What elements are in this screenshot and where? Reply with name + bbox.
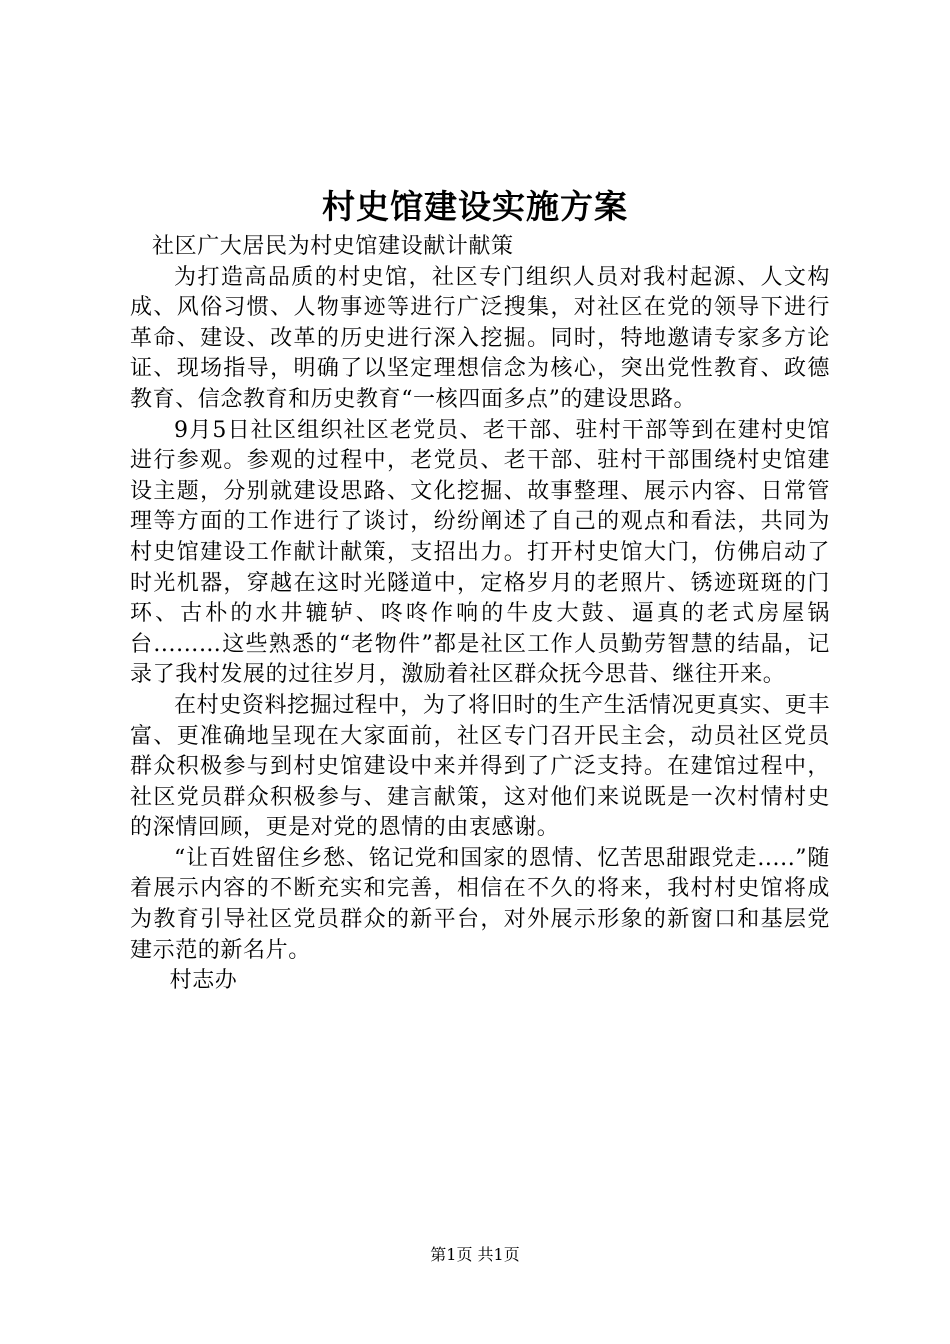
- paragraph-4: “让百姓留住乡愁、铭记党和国家的恩情、忆苦思甜跟党走.....”随着展示内容的不断充实和完善，相信在不久的将来，我村村史馆将成为教育引导社区党员群众的新平台，对外展示形象的新窗口和基层党建示范的新名片。: [130, 845, 830, 963]
- page-footer: 第1页 共1页: [430, 1245, 520, 1264]
- paragraph-2: 9月5日社区组织社区老党员、老干部、驻村干部等到在建村史馆进行参观。参观的过程中，老党员、老干部、驻村干部围绕村史馆建设主题，分别就建设思路、文化挖掘、故事整理、展示内容、日常管理等方面的工作进行了谈讨，纷纷阐述了自己的观点和看法，共同为村史馆建设工作献计献策，支招出力。打开村史馆大门，仿佛启动了时光机器，穿越在这时光隧道中，定格岁月的老照片、锈迹斑斑的门环、古朴的水井辘轳、咚咚作响的牛皮大鼓、逼真的老式房屋锅台......…这些熟悉的“老物件”都是社区工作人员勤劳智慧的结晶，记录了我村发展的过往岁月，激励着社区群众抚今思昔、继往开来。: [130, 417, 830, 688]
- document-signoff: 村志办: [169, 968, 238, 994]
- paragraph-1: 为打造高品质的村史馆，社区专门组织人员对我村起源、人文构成、风俗习惯、人物事迹等进行广泛搜集，对社区在党的领导下进行革命、建设、改革的历史进行深入挖掘。同时，特地邀请专家多方论证、现场指导，明确了以坚定理想信念为核心，突出党性教育、政德教育、信念教育和历史教育“一核四面多点”的建设思路。: [130, 264, 830, 412]
- document-subtitle: 社区广大居民为村史馆建设献计献策: [152, 234, 514, 259]
- paragraph-3: 在村史资料挖掘过程中，为了将旧时的生产生活情况更真实、更丰富、更准确地呈现在大家面前，社区专门召开民主会，动员社区党员群众积极参与到村史馆建设中来并得到了广泛支持。在建馆过程中，社区党员群众积极参与、建言献策，这对他们来说既是一次村情村史的深情回顾，更是对党的恩情的由衷感谢。: [130, 692, 830, 841]
- document-title: 村史馆建设实施方案: [322, 187, 628, 226]
- document-body: [130, 232, 830, 997]
